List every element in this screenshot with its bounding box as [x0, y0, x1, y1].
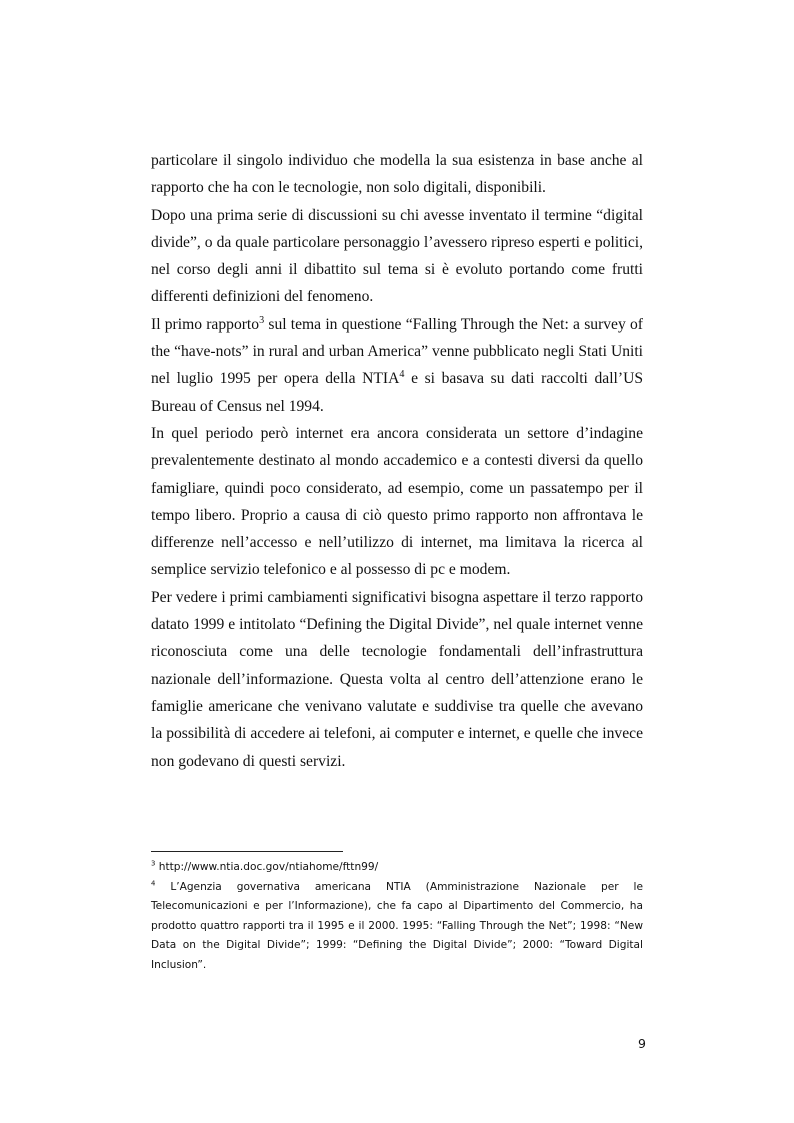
footnote-number: 4 [151, 878, 156, 887]
paragraph-3-part-c: e si basava su dati raccolti dall’US Bureau of Census nel 1994. [151, 370, 643, 415]
paragraph-5: Per vedere i primi cambiamenti significativi bisogna aspettare il terzo rapporto datato 1999 e intitolato “Defining the Digital Divide”, nel quale internet venne riconosciuta come una delle tecnologie fondamentali dell’infrastruttura nazionale dell’informazione. Questa volta al centro dell’attenzione erano le famiglie americane che venivano valutate e suddivise tra quelle che avevano la possibilità di accedere ai telefoni, ai computer e internet, e quelle che invece non godevano di questi servizi. [151, 588, 643, 770]
paragraph-1: particolare il singolo individuo che modella la sua esistenza in base anche al rapporto che ha con le tecnologie, non solo digitali, disponibili. [151, 152, 643, 197]
footnotes [151, 858, 643, 975]
paragraph-3-part-a: Il primo rapporto [151, 315, 260, 333]
paragraph-3-part-b: sul tema in questione “Falling Through the Net: a survey of the “have-nots” in rural and urban America” venne pubblicato negli Stati Uniti nel luglio 1995 per opera della NTIA [151, 315, 644, 388]
body-text [151, 147, 643, 775]
footnote-ref-3[interactable]: 3 [259, 314, 265, 326]
paragraph-3 [151, 311, 643, 420]
footnote-separator [151, 851, 343, 852]
paragraph-4: In quel periodo però internet era ancora considerata un settore d’indagine prevalentemente destinato al mondo accademico e a contesti diversi da quello famigliare, quindi poco considerato, ad esempio, come un passatempo per il tempo libero. Proprio a causa di ciò questo primo rapporto non affrontava le differenze nell’accesso e nell’utilizzo di internet, ma limitava la ricerca al semplice servizio telefonico e al possesso di pc e modem. [151, 424, 643, 579]
footnote-text: L’Agenzia governativa americana NTIA (Amministrazione Nazionale per le Telecomunicazioni e per l’Informazione), che fa capo al Dipartimento del Commercio, ha prodotto quattro rapporti tra il 1995 e il 2000. 1995: “Falling Through the Net”; 1998: “New Data on the Digital Divide”; 1999: “Defining the Digital Divide”; 2000: “Toward Digital Inclusion”. [151, 880, 643, 971]
footnote-ref-4[interactable]: 4 [399, 369, 405, 381]
footnote-4 [151, 878, 643, 976]
page-number: 9 [638, 1036, 646, 1051]
footnote-number: 3 [151, 859, 156, 868]
paragraph-2: Dopo una prima serie di discussioni su chi avesse inventato il termine “digital divide”, o da quale particolare personaggio l’avessero ripreso esperti e politici, nel corso degli anni il dibattito sul tema si è evoluto portando come frutti differenti definizioni del fenomeno. [151, 206, 643, 306]
footnote-link[interactable]: http://www.ntia.doc.gov/ntiahome/fttn99/ [155, 861, 379, 873]
footnote-3 [151, 858, 643, 878]
